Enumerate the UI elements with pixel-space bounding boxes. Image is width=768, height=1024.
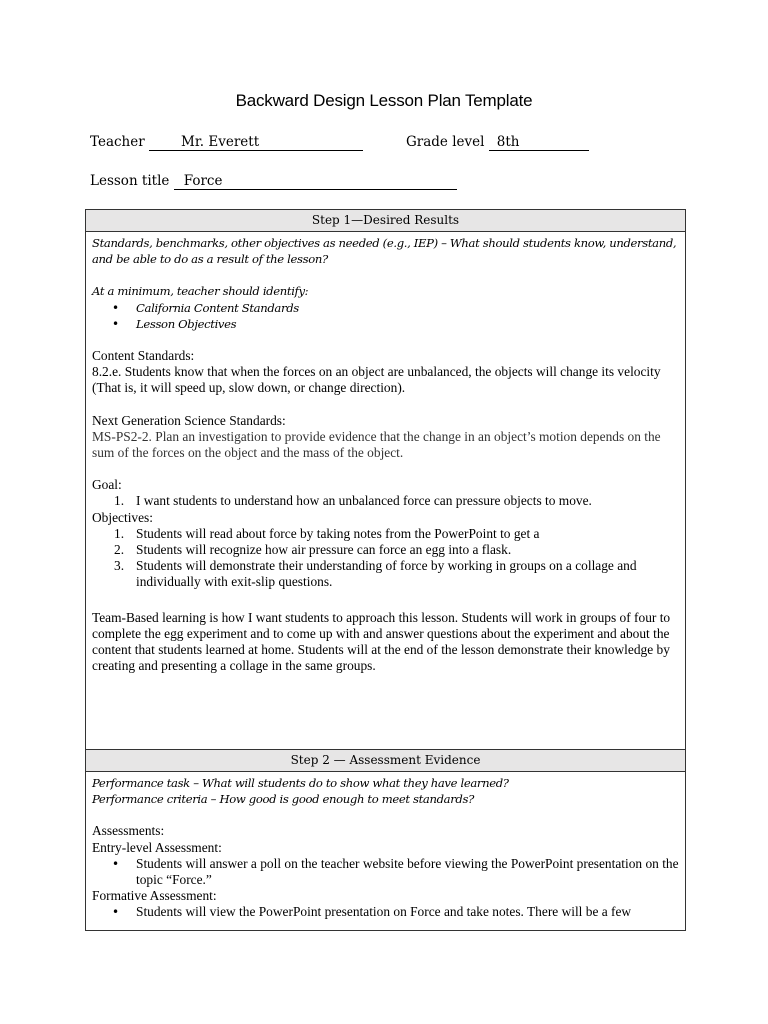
list-item: 1. Students will read about force by taking notes from the PowerPoint to get a — [114, 525, 540, 541]
team-based-text: Team-Based learning is how I want students to approach this lesson. Students will work in groups of four to complete the egg experiment and to come up with and answer questions about the experiment and about the content that students learned at home. Students will at the end of the lesson demonstrate their knowledge by creating and presenting a collage in the same groups. — [92, 609, 671, 674]
objectives-list — [92, 526, 679, 591]
list-item: 3. Students will demonstrate their understanding of force by working in groups on a collage and individually with exit-slip questions. — [114, 558, 637, 590]
step1-section — [85, 209, 686, 750]
assessments-label: Assessments: — [92, 823, 165, 839]
lesson-title-value: Force — [174, 174, 457, 190]
formative-assessment-list — [92, 904, 679, 920]
content-standards-text: 8.2.e. Students know that when the forces on an object are unbalanced, the objects will change its velocity (That is, it will speed up, slow down, or change direction). — [92, 364, 661, 396]
grade-field — [406, 134, 589, 151]
goal-list — [92, 493, 679, 509]
lesson-title-field — [90, 173, 457, 190]
list-item: 2. Students will recognize how air pressure can force an egg into a flask. — [114, 542, 512, 558]
list-item: • Students will answer a poll on the teacher website before viewing the PowerPoint presentation on the topic “Force.” — [136, 856, 679, 888]
teacher-field — [90, 134, 363, 151]
performance-task: Performance task – What will students do to show what they have learned? — [92, 776, 509, 790]
list-item: • Lesson Objectives — [136, 316, 679, 332]
teacher-value: Mr. Everett — [149, 135, 363, 151]
grade-value: 8th — [489, 135, 589, 151]
page-title: Backward Design Lesson Plan Template — [235, 91, 533, 110]
list-item: • Students will view the PowerPoint presentation on Force and take notes. There will be a few — [136, 904, 679, 920]
step1-prompt: Standards, benchmarks, other objectives as needed (e.g., IEP) – What should students know, understand, and be able to do as a result of the lesson? — [92, 236, 677, 267]
goal-label: Goal: — [92, 477, 122, 493]
ngss-text: Plan an investigation to provide evidence that the change in an object’s motion depends on the sum of the forces on the object and the mass of the object. — [92, 428, 661, 461]
minimum-list — [92, 300, 679, 332]
lesson-title-label: Lesson title — [90, 173, 170, 189]
ngss-standard — [92, 429, 679, 461]
entry-assessment-list — [92, 856, 679, 888]
ngss-label: Next Generation Science Standards: — [92, 412, 286, 428]
step2-section — [85, 749, 686, 931]
formative-assessment-label: Formative Assessment: — [92, 888, 217, 904]
list-item: • California Content Standards — [136, 300, 679, 316]
grade-label: Grade level — [406, 134, 485, 150]
minimum-intro: At a minimum, teacher should identify: — [92, 284, 309, 299]
performance-criteria: Performance criteria – How good is good enough to meet standards? — [92, 792, 474, 807]
step1-header: Step 1—Desired Results — [86, 210, 685, 232]
objectives-label: Objectives: — [92, 509, 153, 525]
ngss-code: MS-PS2-2. — [92, 428, 152, 444]
entry-assessment-label: Entry-level Assessment: — [92, 839, 222, 855]
content-standards-label: Content Standards: — [92, 348, 195, 364]
list-item: 1. I want students to understand how an unbalanced force can pressure objects to move. — [114, 493, 592, 509]
teacher-label: Teacher — [90, 134, 145, 150]
step2-header: Step 2 — Assessment Evidence — [86, 750, 685, 772]
